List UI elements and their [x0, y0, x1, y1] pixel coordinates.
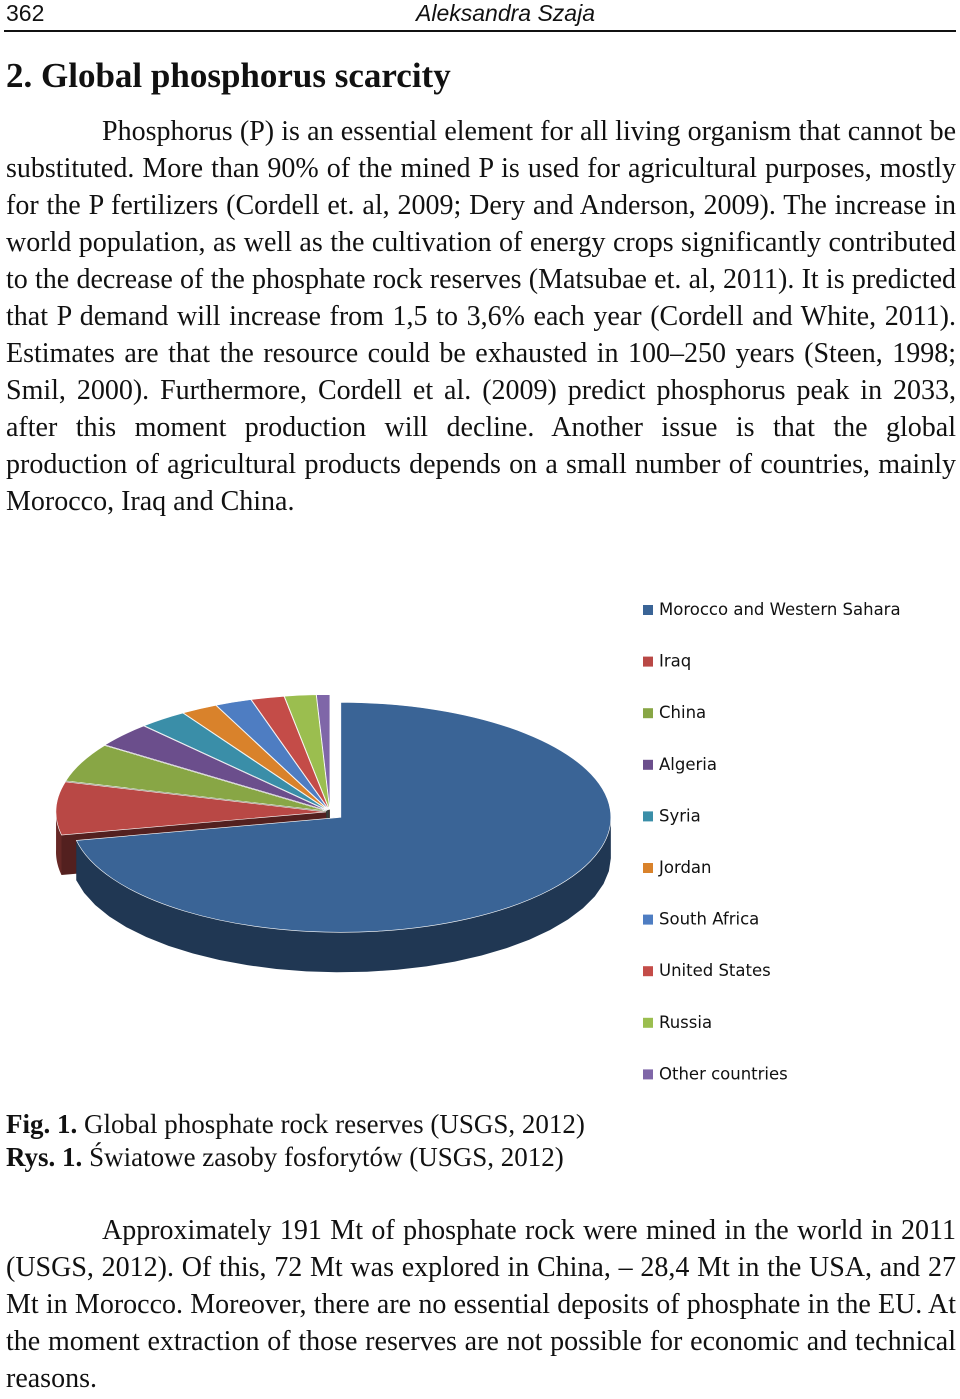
legend-swatch-china: [643, 708, 653, 718]
legend-label-russia: Russia: [659, 1012, 713, 1032]
page-header: [6, 0, 956, 30]
figure-caption-pl-text: Światowe zasoby fosforytów (USGS, 2012): [89, 1142, 564, 1172]
legend-label-other-countries: Other countries: [659, 1064, 788, 1084]
figure-caption-en: [6, 1108, 585, 1141]
legend-swatch-russia: [643, 1018, 653, 1028]
legend-label-south-africa: South Africa: [659, 909, 760, 929]
figure-label-en: Fig. 1.: [6, 1109, 78, 1139]
header-rule: [4, 30, 956, 32]
figure-caption-en-text: Global phosphate rock reserves (USGS, 2012): [84, 1109, 585, 1139]
pie-chart: [0, 580, 960, 1100]
running-author: Aleksandra Szaja: [416, 0, 595, 26]
legend-swatch-south-africa: [643, 915, 653, 925]
legend-swatch-other-countries: [643, 1069, 653, 1079]
section-title: 2. Global phosphorus scarcity: [6, 56, 451, 95]
legend-swatch-united-states: [643, 966, 653, 976]
legend-label-china: China: [659, 703, 707, 723]
legend-swatch-morocco-and-western-sahara: [643, 605, 653, 615]
page-number: 362: [6, 0, 45, 26]
legend-swatch-algeria: [643, 760, 653, 770]
legend-label-united-states: United States: [659, 961, 771, 981]
legend-swatch-iraq: [643, 657, 653, 667]
legend-label-morocco-and-western-sahara: Morocco and Western Sahara: [659, 600, 901, 619]
paragraph-mining-text: Approximately 191 Mt of phosphate rock were mined in the world in 2011 (USGS, 2012). Of this, 72 Mt was explored in China, – 28,4 Mt in the USA, and 27 Mt in Morocco. Moreover, there are no essential deposits of phosphate in the EU. At the moment extraction of those reserves are not possible for economic and technical reasons.: [6, 1215, 956, 1394]
legend-label-iraq: Iraq: [659, 651, 692, 671]
paragraph-intro-text: Phosphorus (P) is an essential element for all living organism that cannot be substituted. More than 90% of the mined P is used for agricultural purposes, mostly for the P fertilizers (Cordell et. al, 2009; Dery and Anderson, 2009). The increase in world population, as well as the cultivation of energy crops significantly contributed to the decrease of the phosphate rock reserves (Matsubae et. al, 2011). It is predicted that P demand will increase from 1,5 to 3,6% each year (Cordell and White, 2011). Estimates are that the resource could be exhausted in 100–250 years (Steen, 1998; Smil, 2000). Furthermore, Cordell et al. (2009) predict phosphorus peak in 2033, after this moment production will decline. Another issue is that the global production of agricultural products depends on a small number of countries, mainly Morocco, Iraq and China.: [6, 116, 956, 517]
chart-legend: [643, 600, 901, 1083]
legend-label-syria: Syria: [659, 806, 701, 826]
figure-label-pl: Rys. 1.: [6, 1142, 83, 1172]
paragraph-mining: [6, 1212, 956, 1397]
legend-label-jordan: Jordan: [659, 858, 712, 877]
figure-caption-pl: [6, 1141, 564, 1174]
legend-swatch-jordan: [643, 863, 653, 873]
paragraph-intro: [6, 113, 956, 520]
legend-label-algeria: Algeria: [659, 754, 717, 774]
pie-chart-svg: [0, 580, 960, 1100]
legend-swatch-syria: [643, 811, 653, 821]
